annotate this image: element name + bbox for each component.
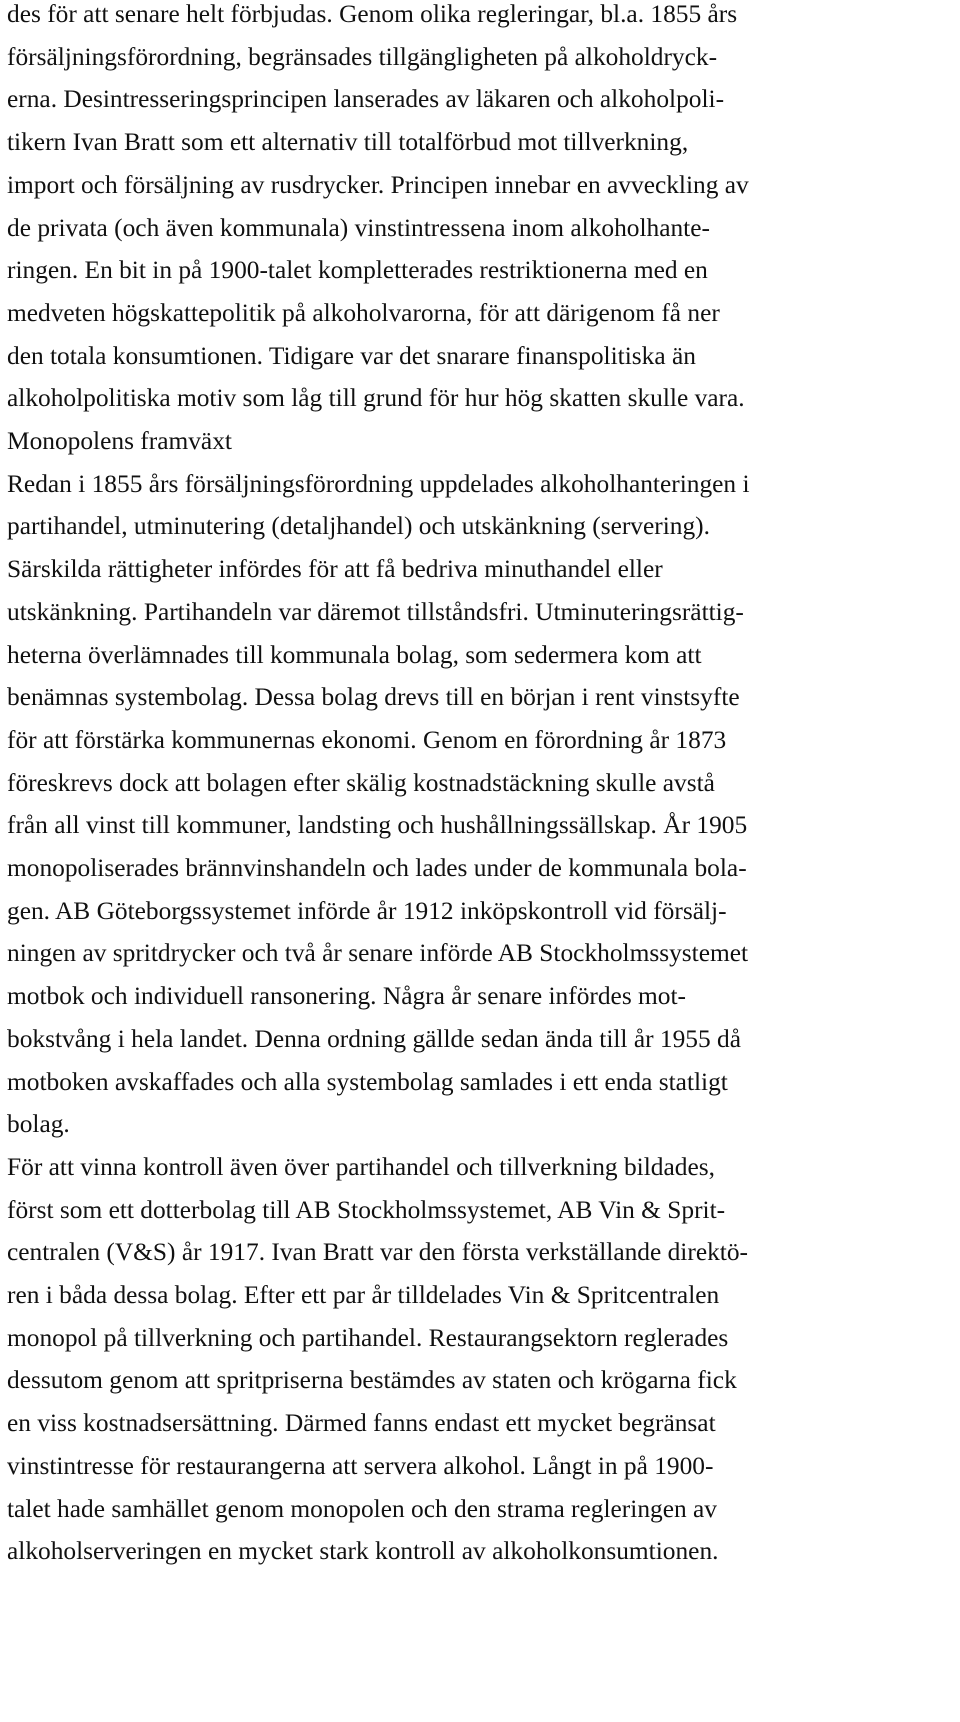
text-line: för att förstärka kommunernas ekonomi. Genom en förordning år 1873	[7, 725, 727, 754]
text-line: först som ett dotterbolag till AB Stockholmssystemet, AB Vin & Sprit-	[7, 1195, 726, 1224]
text-line: motboken avskaffades och alla systembolag samlades i ett enda statligt	[7, 1067, 728, 1096]
text-line: monopoliserades brännvinshandeln och lades under de kommunala bola-	[7, 854, 747, 882]
text-line: partihandel, utminutering (detaljhandel) och utskänkning (servering).	[7, 512, 710, 541]
text-line: bokstvång i hela landet. Denna ordning gällde sedan ända till år 1955 då	[7, 1024, 741, 1053]
section-heading: Monopolens framväxt	[7, 427, 232, 455]
text-line: gen. AB Göteborgssystemet införde år 1912 inköpskontroll vid försälj-	[7, 896, 727, 925]
text-line: de privata (och även kommunala) vinstintressena inom alkoholhante-	[7, 213, 710, 242]
text-line: vinstintresse för restaurangerna att servera alkohol. Långt in på 1900-	[7, 1451, 714, 1480]
text-line: alkoholpolitiska motiv som låg till grund för hur hög skatten skulle vara.	[7, 384, 745, 413]
text-line: Särskilda rättigheter infördes för att få bedriva minuthandel eller	[7, 555, 663, 584]
text-line: des för att senare helt förbjudas. Genom olika regleringar, bl.a. 1855 års	[7, 0, 738, 28]
text-line: utskänkning. Partihandeln var däremot tillståndsfri. Utminuteringsrättig-	[7, 597, 744, 626]
text-line: den totala konsumtionen. Tidigare var det snarare finanspolitiska än	[7, 341, 696, 370]
text-line: benämnas systembolag. Dessa bolag drevs till en början i rent vinstsyfte	[7, 683, 740, 712]
text-line: import och försäljning av rusdrycker. Principen innebar en avveckling av	[7, 170, 749, 199]
text-line: från all vinst till kommuner, landsting och hushållningssällskap. År 1905	[7, 811, 748, 840]
text-line: ningen av spritdrycker och två år senare införde AB Stockholmssystemet	[7, 939, 749, 968]
text-line: föreskrevs dock att bolagen efter skälig kostnadstäckning skulle avstå	[7, 768, 715, 797]
text-line: heterna överlämnades till kommunala bolag, som sedermera kom att	[7, 640, 702, 669]
text-line: erna. Desintresseringsprincipen lanserades av läkaren och alkoholpoli-	[7, 85, 725, 114]
text-line: tikern Ivan Bratt som ett alternativ till totalförbud mot tillverkning,	[7, 128, 689, 157]
text-line: ringen. En bit in på 1900-talet kompletterades restriktionerna med en	[7, 256, 708, 285]
text-line: För att vinna kontroll även över partihandel och tillverkning bildades,	[7, 1152, 715, 1181]
text-line: dessutom genom att spritpriserna bestämdes av staten och krögarna fick	[7, 1366, 737, 1395]
text-line: ren i båda dessa bolag. Efter ett par år tilldelades Vin & Spritcentralen	[7, 1281, 720, 1309]
text-line: bolag.	[7, 1110, 70, 1139]
text-line: medveten högskattepolitik på alkoholvarorna, för att därigenom få ner	[7, 298, 720, 327]
text-line: motbok och individuell ransonering. Några år senare infördes mot-	[7, 982, 687, 1011]
text-line: centralen (V&S) år 1917. Ivan Bratt var den första verkställande direktö-	[7, 1238, 748, 1267]
text-line: försäljningsförordning, begränsades tillgängligheten på alkoholdryck-	[7, 42, 718, 71]
text-line: monopol på tillverkning och partihandel. Restaurangsektorn reglerades	[7, 1323, 729, 1352]
text-line: talet hade samhället genom monopolen och den strama regleringen av	[7, 1494, 717, 1523]
text-line: en viss kostnadsersättning. Därmed fanns endast ett mycket begränsat	[7, 1409, 716, 1438]
text-line: Redan i 1855 års försäljningsförordning uppdelades alkoholhanteringen i	[7, 469, 750, 498]
text-line: alkoholserveringen en mycket stark kontroll av alkoholkonsumtionen.	[7, 1537, 719, 1566]
